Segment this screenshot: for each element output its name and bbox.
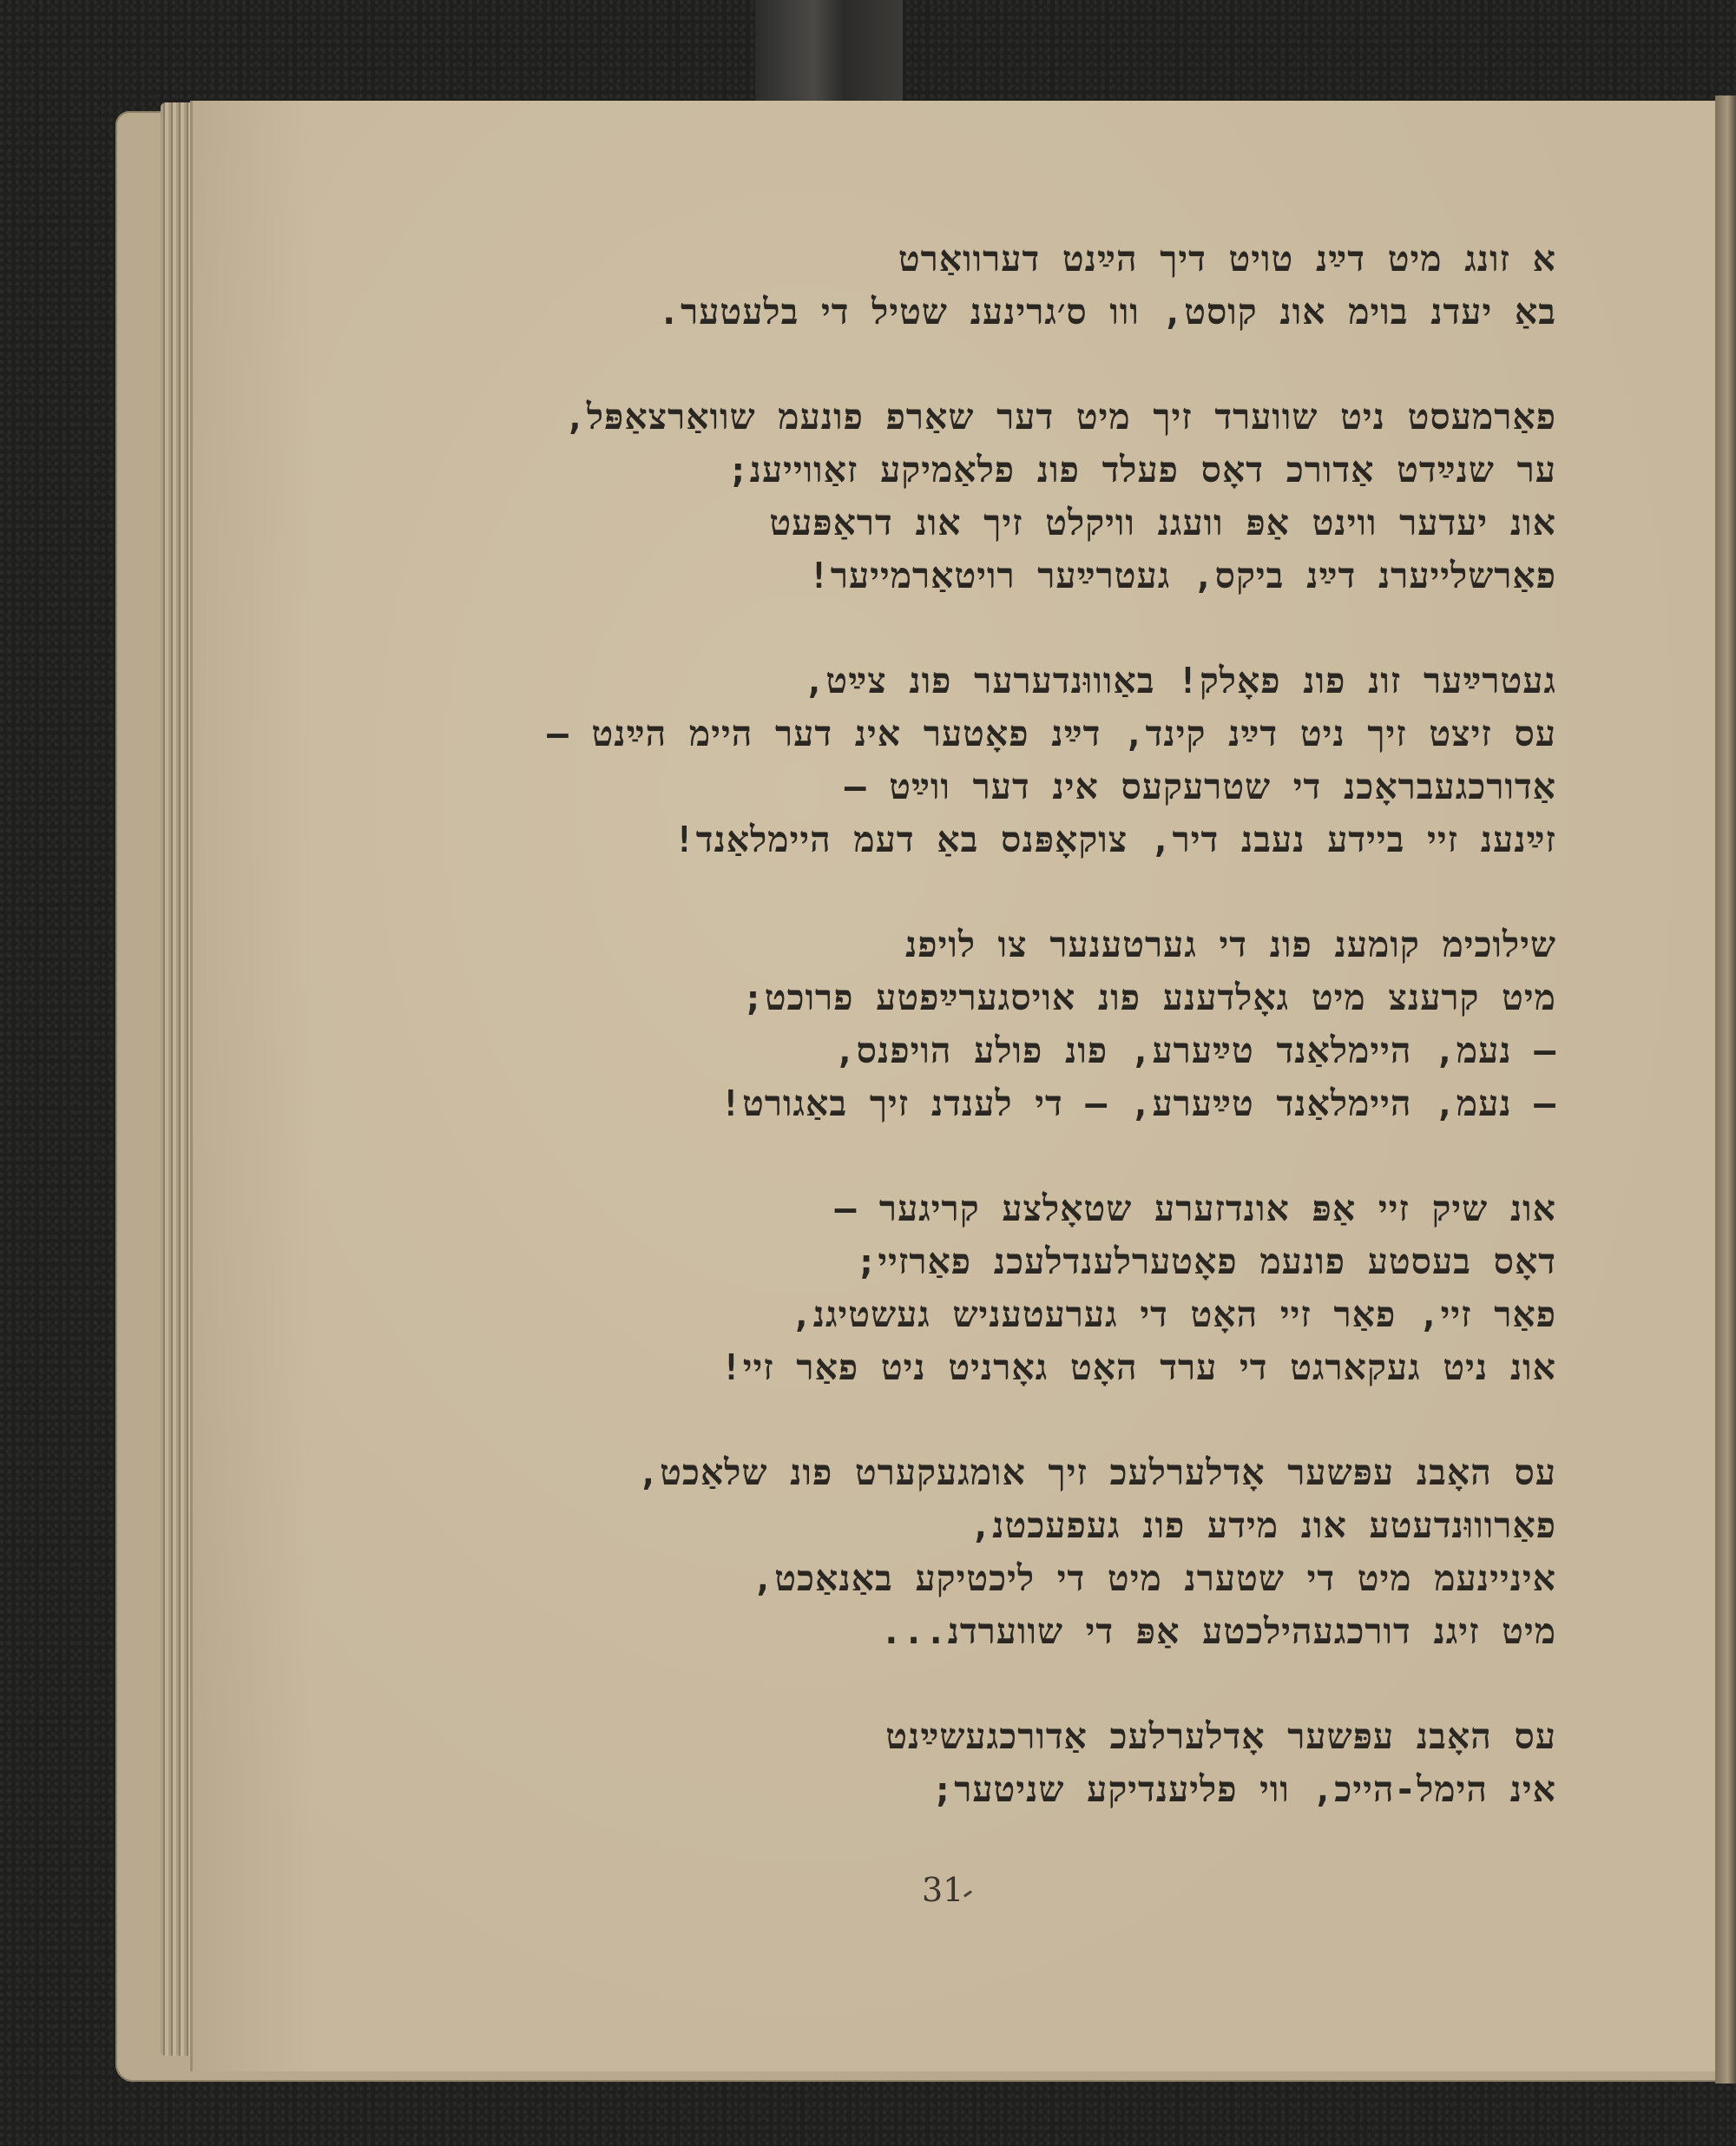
stanza	[324, 1446, 1556, 1658]
poem-line: א זונג מיט דײַנ טויט דיך הײַנט דערוואַרט	[898, 238, 1556, 280]
page-right-edge	[1715, 95, 1736, 2083]
poem-line: איניינעמ מיט די שטערנ מיט די ליכטיקע באַנאַכט,	[752, 1557, 1556, 1599]
page-number: 31	[922, 1871, 964, 1909]
poem-line: עס האָבנ עפּשער אָדלערלעכ זיך אומגעקערט פונ שלאַכט,	[637, 1452, 1556, 1493]
poem-line: פאַר זיי, פאַר זיי האָט די גערעטעניש געשטיגנ,	[791, 1294, 1556, 1335]
poem-line: שילוכימ קומענ פונ די גערטענער צו לויפנ	[904, 924, 1556, 965]
poem-line: ער שנײַדט אַדורכ דאָס פעלד פונ פלאַמיקע זאַווייענ;	[727, 449, 1556, 490]
stanza	[324, 391, 1556, 602]
poem-line: אונ שיק זיי אַפּ אונדזערע שטאָלצע קריגער —	[834, 1188, 1556, 1229]
poem-line: דאָס בעסטע פונעמ פאָטערלענדלעכנ פאַרזיי;	[855, 1241, 1556, 1282]
poem-line: אינ הימל-הייכ, ווי פליענדיקע שניטער;	[931, 1768, 1556, 1810]
poem-line: — נעמ, היימלאַנד טײַערע, — די לענדנ זיך באַגורט!	[720, 1083, 1556, 1124]
poem-line: באַ יעדנ בוימ אונ קוסט, ווו ס׳גרינענ שטיל די בלעטער.	[658, 291, 1556, 332]
poem-line: פאַרשלייערנ דײַנ ביקס, געטרײַער רויטאַרמייער!	[808, 555, 1556, 596]
poem-line: אַדורכגעבראָכנ די שטרעקעס אינ דער ווײַט —	[844, 766, 1556, 807]
stanza	[324, 1710, 1556, 1816]
poem-line: אונ יעדער ווינט אַפּ וועגנ וויקלט זיך אונ דראַפּעט	[769, 502, 1556, 543]
poem-line: פאַרוווּנדעטע אונ מידע פונ געפעכטנ,	[970, 1504, 1556, 1546]
poem-line: אונ ניט געקארגט די ערד האָט גאָרניט ניט פאַר זיי!	[720, 1346, 1556, 1388]
poem-line: מיט זיגנ דורכגעהילכטע אַפּ די שווערדנ...	[880, 1610, 1556, 1652]
poem-line: — נעמ, היימלאַנד טײַערע, פונ פולע הויפנס,	[833, 1030, 1556, 1071]
book-spine	[755, 0, 903, 113]
poem-text	[324, 233, 1556, 1868]
poem-line: געטרײַער זונ פונ פאָלק! באַוווּנדערער פונ צײַט,	[803, 660, 1556, 701]
stanza	[324, 233, 1556, 339]
stanza	[324, 655, 1556, 866]
poem-line: פאַרמעסט ניט שווערד זיך מיט דער שאַרפ פונעמ שוואַרצאַפּל,	[564, 396, 1556, 438]
stanza	[324, 1182, 1556, 1394]
poem-line: זײַנענ זיי ביידע נעבנ דיר, צוקאָפּנס באַ דעמ היימלאַנד!	[674, 819, 1556, 860]
poem-line: עס האָבנ עפּשער אָדלערלעכ אַדורכגעשײַנט	[885, 1715, 1556, 1757]
poem-line: עס זיצט זיך ניט דײַנ קינד, דײַנ פאָטער אינ דער היימ הײַנט —	[547, 713, 1556, 754]
stanza	[324, 918, 1556, 1130]
poem-line: מיט קרענצ מיט גאָלדענע פונ אויסגערײַפטע פרוכט;	[742, 977, 1556, 1018]
